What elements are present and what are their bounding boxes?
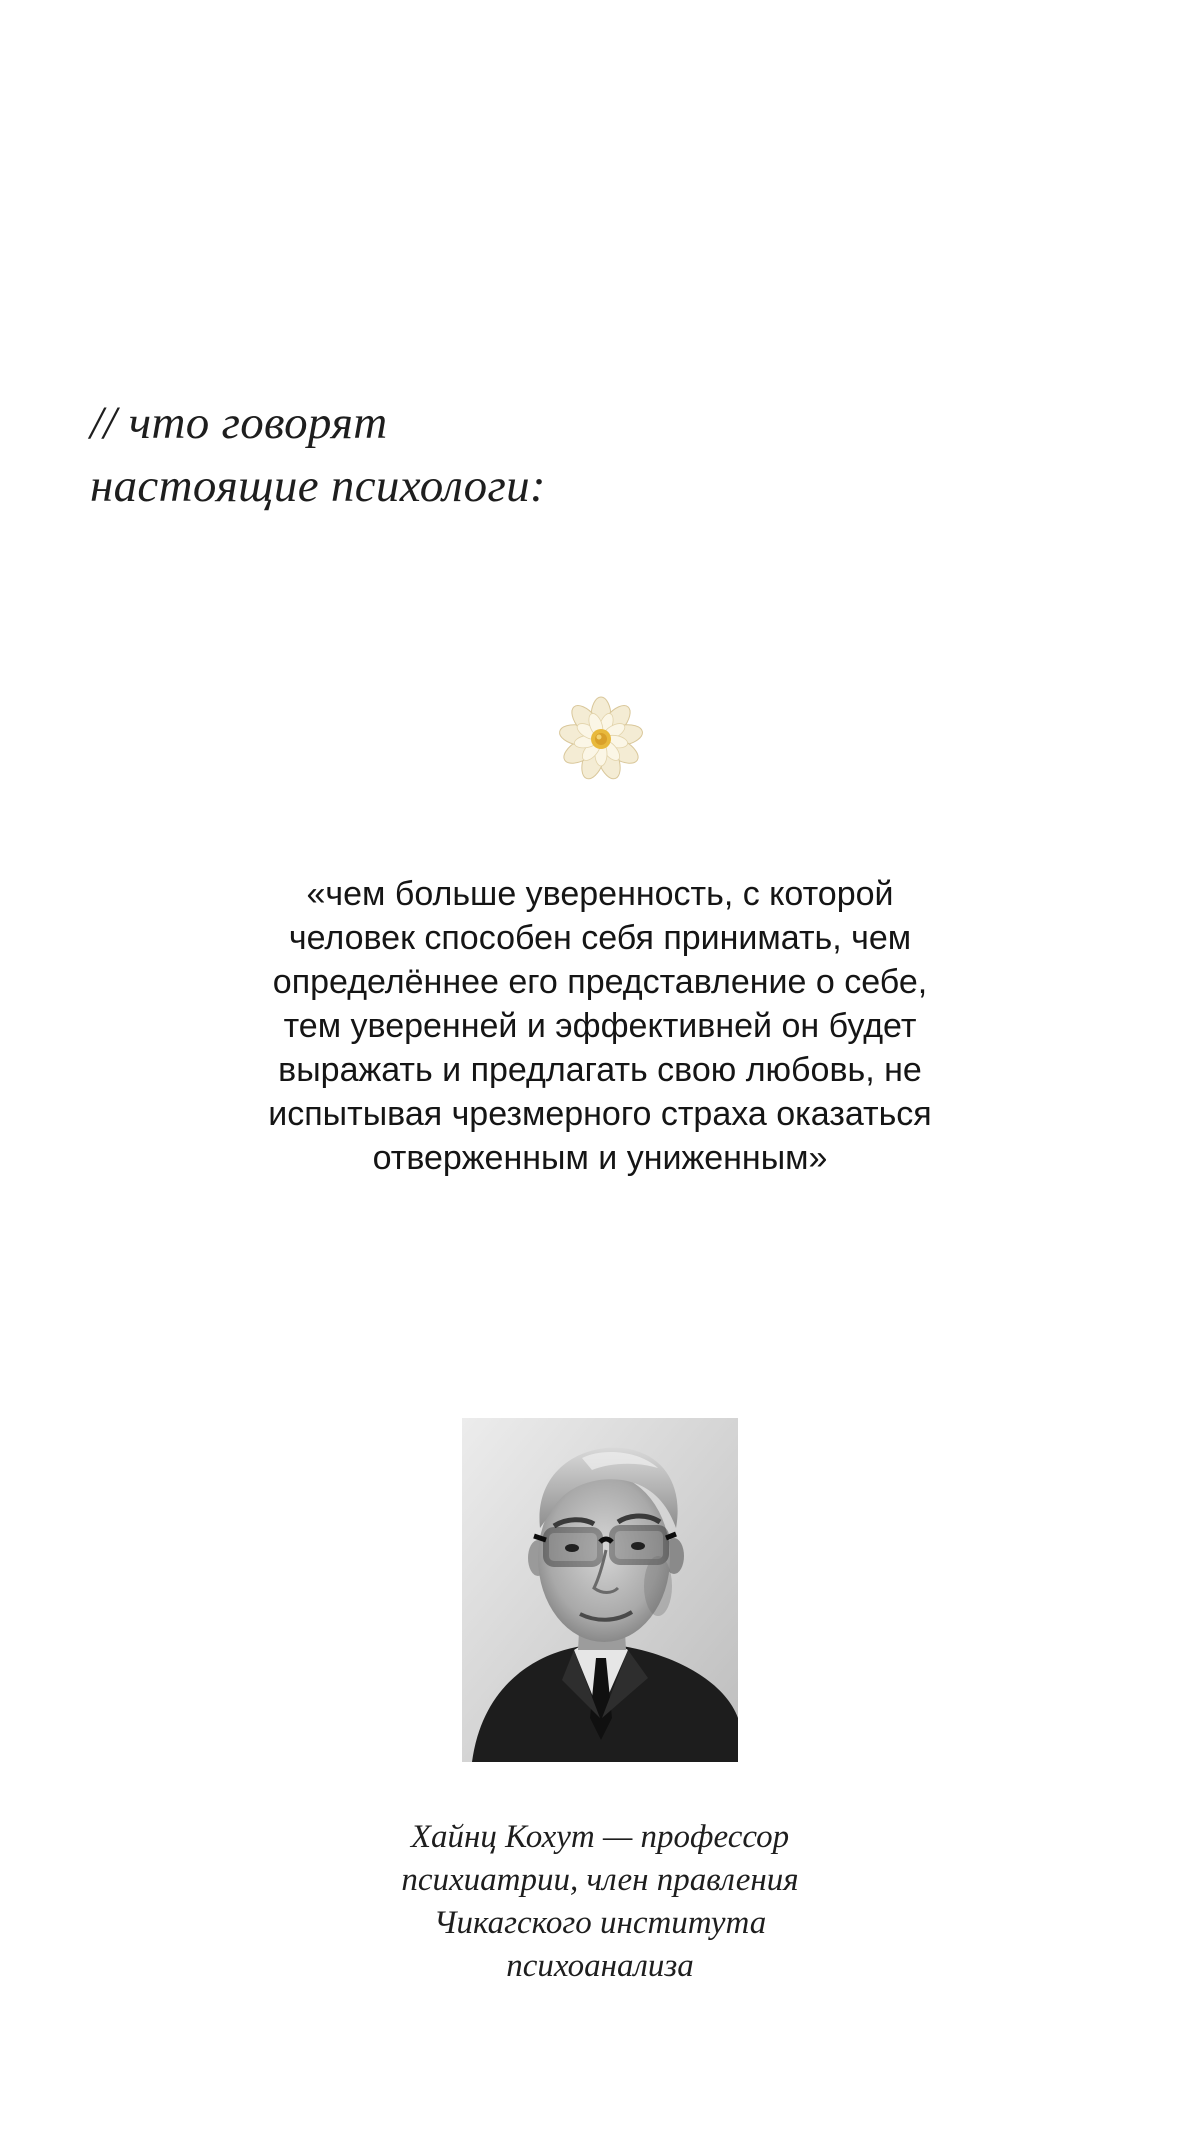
quote-line: отверженным и униженным» [372,1139,828,1177]
quote-line: тем уверенней и эффективней он будет [283,1007,917,1045]
quote-line: «чем больше уверенность, с которой [306,875,894,913]
caption-line: Хайнц Кохут — профессор [410,1819,790,1855]
heading-line-2: настоящие психологи: [90,460,546,512]
quote-line: человек способен себя принимать, чем [288,919,912,957]
daisy-flower-icon [558,696,644,782]
quote-line: определённее его представление о себе, [272,963,928,1001]
quote-line: испытывая чрезмерного страха оказаться [268,1095,932,1133]
quote-line: выражать и предлагать свою любовь, не [278,1051,922,1089]
page-heading [90,392,990,518]
heading-line-1: // что говорят [90,397,388,449]
caption-line: психиатрии, член правления [401,1862,799,1898]
caption-line: Чикагского института [433,1905,767,1941]
author-caption [250,1816,950,1988]
quote-text [150,872,1050,1180]
caption-line: психоанализа [506,1948,694,1984]
portrait-photo [462,1418,738,1762]
